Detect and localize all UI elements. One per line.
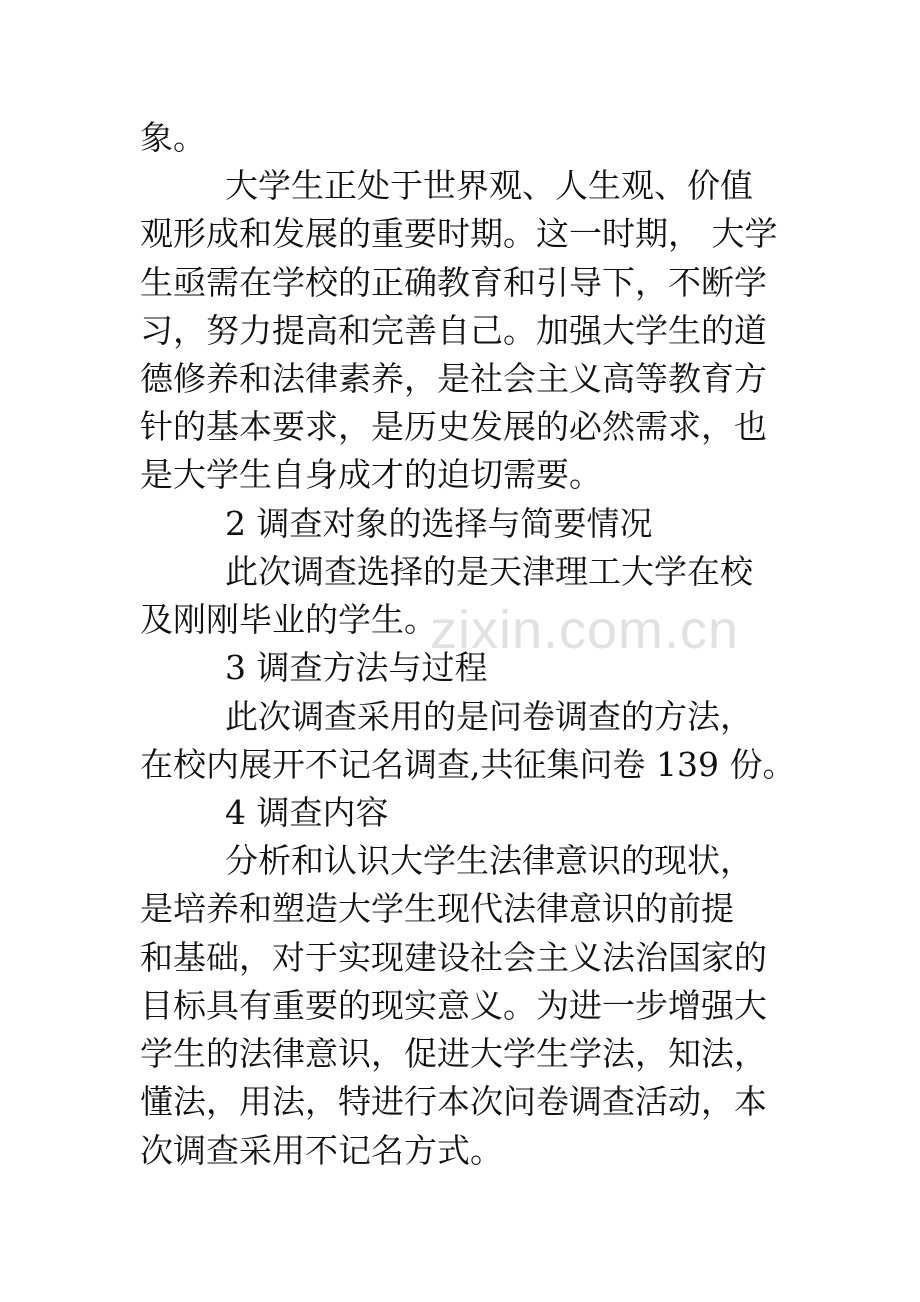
text-line: 生亟需在学校的正确教育和引导下，不断学 (140, 263, 767, 302)
text-line: 次调查采用不记名方式。 (140, 1131, 503, 1170)
text-line: 在校内展开不记名调查,共征集问卷 139 份。 (140, 745, 796, 784)
text-line: 观形成和发展的重要时期。这一时期， 大学 (140, 214, 778, 253)
paragraph-first-line: 此次调查选择的是天津理工大学在校 (225, 552, 753, 591)
text-line: 懂法，用法，特进行本次问卷调查活动，本 (140, 1082, 767, 1121)
text-line: 是培养和塑造大学生现代法律意识的前提 (140, 889, 734, 928)
text-line: 及刚刚毕业的学生。 (140, 600, 437, 639)
text-line: 目标具有重要的现实意义。为进一步增强大 (140, 986, 767, 1025)
text-line: 德修养和法律素养，是社会主义高等教育方 (140, 359, 767, 398)
section-heading: 4 调查内容 (225, 793, 389, 832)
section-heading: 3 调查方法与过程 (225, 648, 488, 687)
text-line: 学生的法律意识，促进大学生学法，知法， (140, 1034, 767, 1073)
text-line: 针的基本要求，是历史发展的必然需求，也 (140, 407, 767, 446)
text-line: 象。 (140, 118, 206, 157)
text-line: 是大学生自身成才的迫切需要。 (140, 455, 602, 494)
watermark: zixin.com.cn (430, 600, 740, 660)
section-heading: 2 调查对象的选择与简要情况 (225, 504, 653, 543)
text-line: 和基础，对于实现建设社会主义法治国家的 (140, 938, 767, 977)
paragraph-first-line: 分析和认识大学生法律意识的现状， (225, 841, 753, 880)
text-line: 习，努力提高和完善自己。加强大学生的道 (140, 311, 767, 350)
paragraph-first-line: 此次调查采用的是问卷调查的方法， (225, 697, 753, 736)
paragraph-first-line: 大学生正处于世界观、人生观、价值 (225, 166, 753, 205)
